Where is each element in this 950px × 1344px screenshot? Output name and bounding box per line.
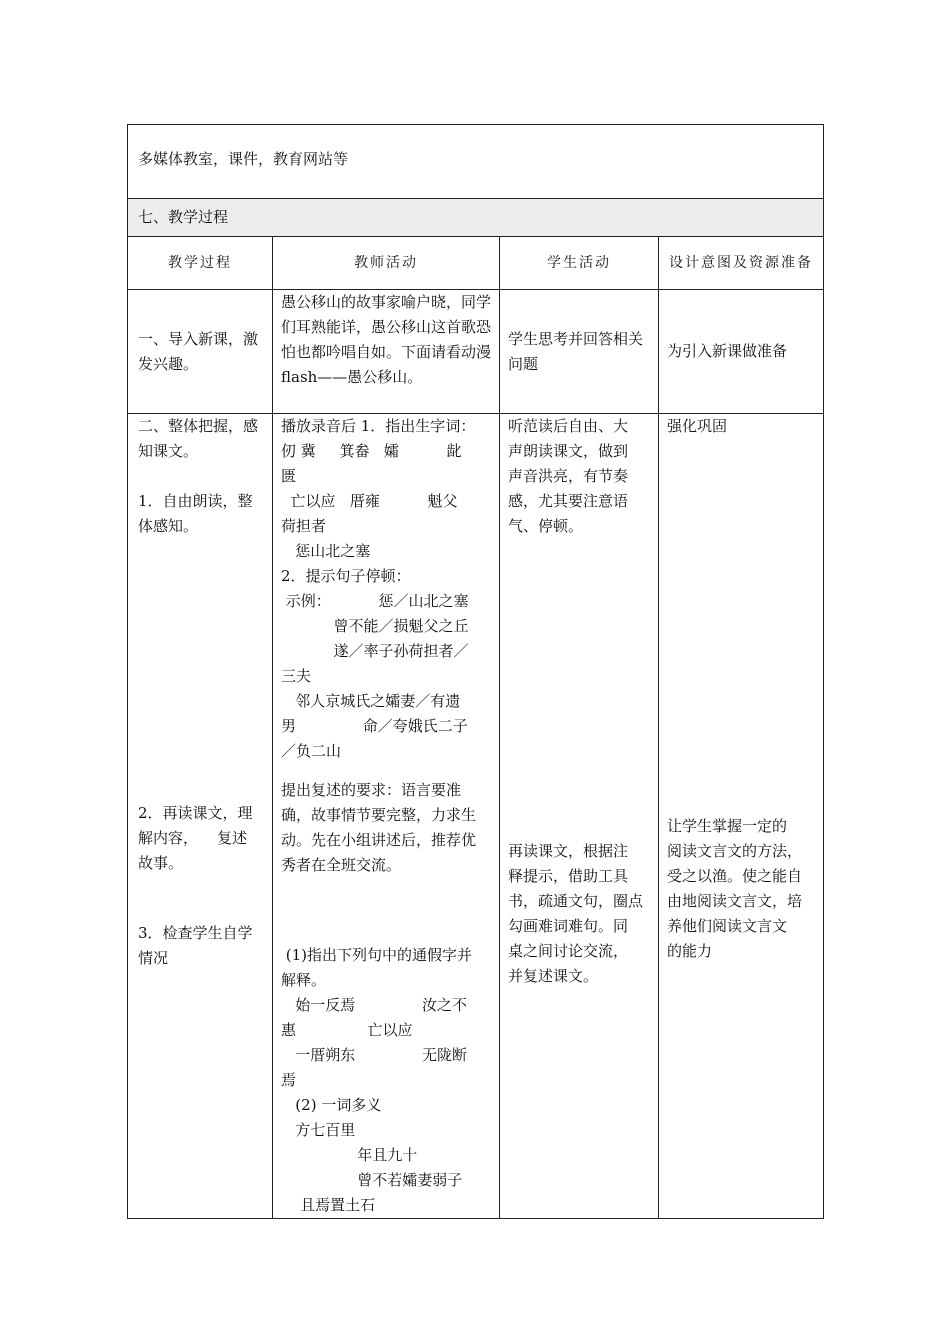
intent-text-line: 让学生掌握一定的 [667,817,788,835]
table-row [128,414,824,1219]
student-text-line: 感，尤其要注意语 [508,492,629,510]
teacher-text-line: (1)指出下列句中的通假字并 [281,946,473,964]
teacher-text-line: 惩山北之塞 [281,542,371,560]
teacher-cell [273,414,500,1219]
student-text-line: 听范读后自由、大 [508,417,629,435]
teacher-text-line: 解释。 [281,971,327,989]
intent-text-line: 受之以渔。使之能自 [667,867,803,885]
teacher-text-line: 男 命／夸娥氏二子 [281,717,468,735]
stage-cell [128,414,273,1219]
resources-text: 多媒体教室，课件，教育网站等 [128,125,824,199]
intent-text-line: 阅读文言文的方法， [667,842,803,860]
teacher-text-line: 播放录音后 1．指出生字词： [281,417,476,435]
teacher-text-line: (2) 一词多义 [281,1096,382,1114]
stage-text-line: 1．自由朗读，整 [138,492,253,510]
stage-text-line: 解内容， 复述 [138,829,248,847]
header-teacher: 教师活动 [273,237,500,290]
stage-text-line: 3．检查学生自学 [138,924,253,942]
teacher-text-line: ／负二山 [281,742,342,760]
stage-cell: 一、导入新课，激发兴趣。 [128,290,273,414]
teacher-text-line: 方七百里 [281,1121,356,1139]
intent-cell [659,414,824,1219]
teacher-text-line: 提出复述的要求：语言要准 [281,781,462,799]
teacher-text-line: 亡以应 厝雍 魁父 [281,492,458,510]
student-text-line: 并复述课文。 [508,967,599,985]
intent-text-line: 的能力 [667,942,713,960]
teacher-text-line: 2．提示句子停顿： [281,567,411,585]
teacher-text-line: 示例： 惩／山北之塞 [281,592,469,610]
intent-text-line: 养他们阅读文言文 [667,917,788,935]
lesson-plan-table-wrapper [127,124,823,1219]
header-stage: 教学过程 [128,237,273,290]
teacher-text-line: 一厝朔东 无陇断 [281,1046,468,1064]
header-row [128,237,824,290]
teacher-cell: 愚公移山的故事家喻户晓，同学们耳熟能详，愚公移山这首歌恐怕也都吟唱自如。下面请看动漫 flash——愚公移山。 [273,290,500,414]
student-text-line: 气、停顿。 [508,517,584,535]
teacher-text-line: 匮 [281,467,297,485]
teacher-text-line: 秀者在全班交流。 [281,856,402,874]
stage-text-line: 故事。 [138,854,184,872]
student-text-line: 再读课文，根据注 [508,842,629,860]
teacher-text-line: 动。先在小组讲述后，推荐优 [281,831,477,849]
teacher-text-line: 三夫 [281,667,312,685]
stage-text-line: 二、整体把握，感 [138,417,259,435]
section-title: 七、教学过程 [128,199,824,237]
student-cell [500,414,659,1219]
header-intent: 设计意图及资源准备 [659,237,824,290]
intent-text-line: 由地阅读文言文，培 [667,892,803,910]
intent-cell: 为引入新课做准备 [659,290,824,414]
stage-text-line: 知课文。 [138,442,199,460]
student-cell: 学生思考并回答相关问题 [500,290,659,414]
section-row [128,199,824,237]
teacher-text-line: 且焉置土石 [281,1196,376,1214]
student-text-line: 勾画难词难句。同 [508,917,629,935]
teacher-text-line: 始一反焉 汝之不 [281,996,468,1014]
teacher-text-line: 焉 [281,1071,297,1089]
header-student: 学生活动 [500,237,659,290]
stage-text-line: 情况 [138,949,169,967]
teacher-text-line: 曾不能／损魁父之丘 [281,617,469,635]
student-text-line: 释提示，借助工具 [508,867,629,885]
student-text-line: 声朗读课文，做到 [508,442,629,460]
teacher-text-line: 年且九十 [281,1146,418,1164]
stage-text-line: 2．再读课文，理 [138,804,253,822]
teacher-text-line: 确，故事情节要完整，力求生 [281,806,477,824]
lesson-plan-table [127,124,824,1219]
student-text-line: 桌之间讨论交流， [508,942,629,960]
teacher-text-line: 遂／率子孙荷担者／ [281,642,469,660]
student-text-line: 声音洪亮，有节奏 [508,467,629,485]
teacher-text-line: 曾不若孀妻弱子 [281,1171,463,1189]
teacher-text-line: 仞 冀 箕畚 孀 龀 [281,442,462,460]
teacher-text-line: 荷担者 [281,517,327,535]
student-text-line: 书，疏通文句，圈点 [508,892,644,910]
intent-text: 强化巩固 [667,417,728,435]
resources-row [128,125,824,199]
teacher-text-line: 邻人京城氏之孀妻／有遗 [281,692,461,710]
teacher-text-line: 惠 亡以应 [281,1021,413,1039]
stage-text-line: 体感知。 [138,517,199,535]
table-row [128,290,824,414]
stage-text-line [138,464,264,489]
